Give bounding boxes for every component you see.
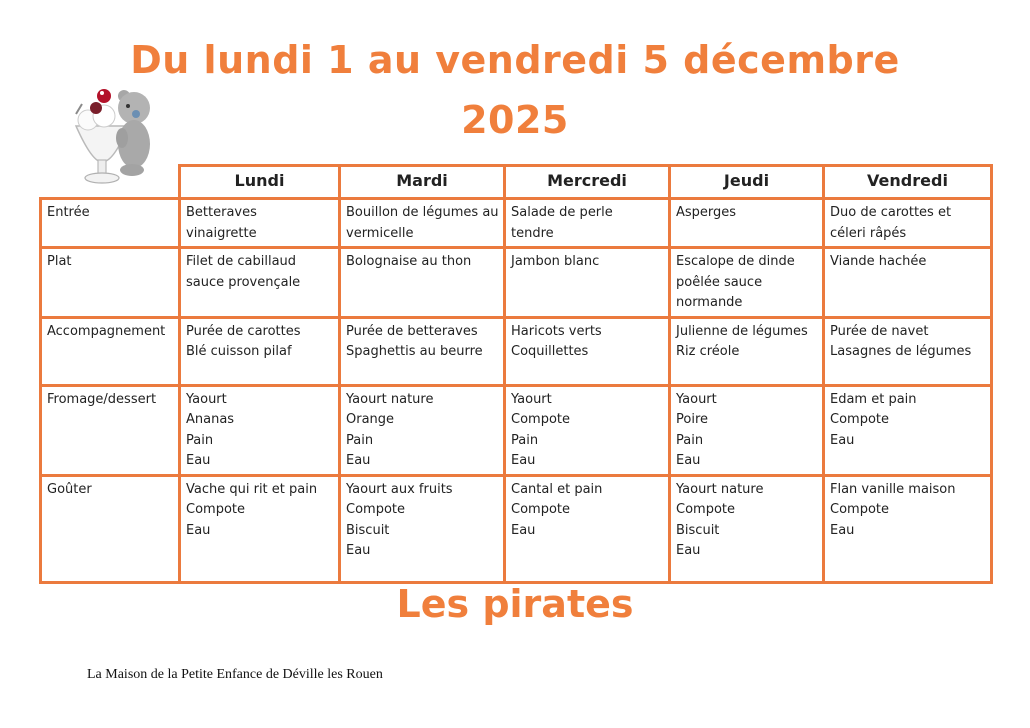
table-row xyxy=(41,317,992,385)
menu-cell: Vache qui rit et pain Compote Eau xyxy=(180,475,340,582)
theme-title: Les pirates xyxy=(396,582,634,626)
menu-cell: Viande hachée xyxy=(824,248,992,318)
menu-cell: Yaourt Compote Pain Eau xyxy=(505,385,670,475)
menu-cell: Yaourt Ananas Pain Eau xyxy=(180,385,340,475)
row-label: Entrée xyxy=(41,199,180,248)
day-header: Mardi xyxy=(340,166,505,199)
menu-cell: Cantal et pain Compote Eau xyxy=(505,475,670,582)
menu-cell: Duo de carottes et céleri râpés xyxy=(824,199,992,248)
menu-cell: Asperges xyxy=(670,199,824,248)
page-title-year: 2025 xyxy=(461,98,569,142)
menu-cell: Haricots verts Coquillettes xyxy=(505,317,670,385)
day-header: Lundi xyxy=(180,166,340,199)
menu-table xyxy=(39,164,993,584)
row-label: Accompagnement xyxy=(41,317,180,385)
row-label: Fromage/dessert xyxy=(41,385,180,475)
menu-cell: Yaourt nature Orange Pain Eau xyxy=(340,385,505,475)
organization-footer: La Maison de la Petite Enfance de Déville les Rouen xyxy=(87,667,383,682)
menu-cell: Purée de navet Lasagnes de légumes xyxy=(824,317,992,385)
day-header: Vendredi xyxy=(824,166,992,199)
table-row xyxy=(41,199,992,248)
page-title: Du lundi 1 au vendredi 5 décembre xyxy=(130,38,900,82)
menu-cell: Purée de betteraves Spaghettis au beurre xyxy=(340,317,505,385)
menu-cell: Escalope de dinde poêlée sauce normande xyxy=(670,248,824,318)
table-row xyxy=(41,385,992,475)
menu-cell: Yaourt Poire Pain Eau xyxy=(670,385,824,475)
menu-cell: Jambon blanc xyxy=(505,248,670,318)
row-label: Plat xyxy=(41,248,180,318)
menu-cell: Bolognaise au thon xyxy=(340,248,505,318)
menu-cell: Filet de cabillaud sauce provençale xyxy=(180,248,340,318)
menu-cell: Salade de perle tendre xyxy=(505,199,670,248)
menu-cell: Yaourt aux fruits Compote Biscuit Eau xyxy=(340,475,505,582)
row-label: Goûter xyxy=(41,475,180,582)
menu-cell: Bouillon de légumes au vermicelle xyxy=(340,199,505,248)
day-header: Mercredi xyxy=(505,166,670,199)
menu-cell: Purée de carottes Blé cuisson pilaf xyxy=(180,317,340,385)
menu-cell: Julienne de légumes Riz créole xyxy=(670,317,824,385)
header-corner xyxy=(41,166,180,199)
menu-cell: Yaourt nature Compote Biscuit Eau xyxy=(670,475,824,582)
menu-cell: Flan vanille maison Compote Eau xyxy=(824,475,992,582)
menu-cell: Edam et pain Compote Eau xyxy=(824,385,992,475)
day-header: Jeudi xyxy=(670,166,824,199)
table-row xyxy=(41,248,992,318)
table-row xyxy=(41,475,992,582)
menu-cell: Betteraves vinaigrette xyxy=(180,199,340,248)
